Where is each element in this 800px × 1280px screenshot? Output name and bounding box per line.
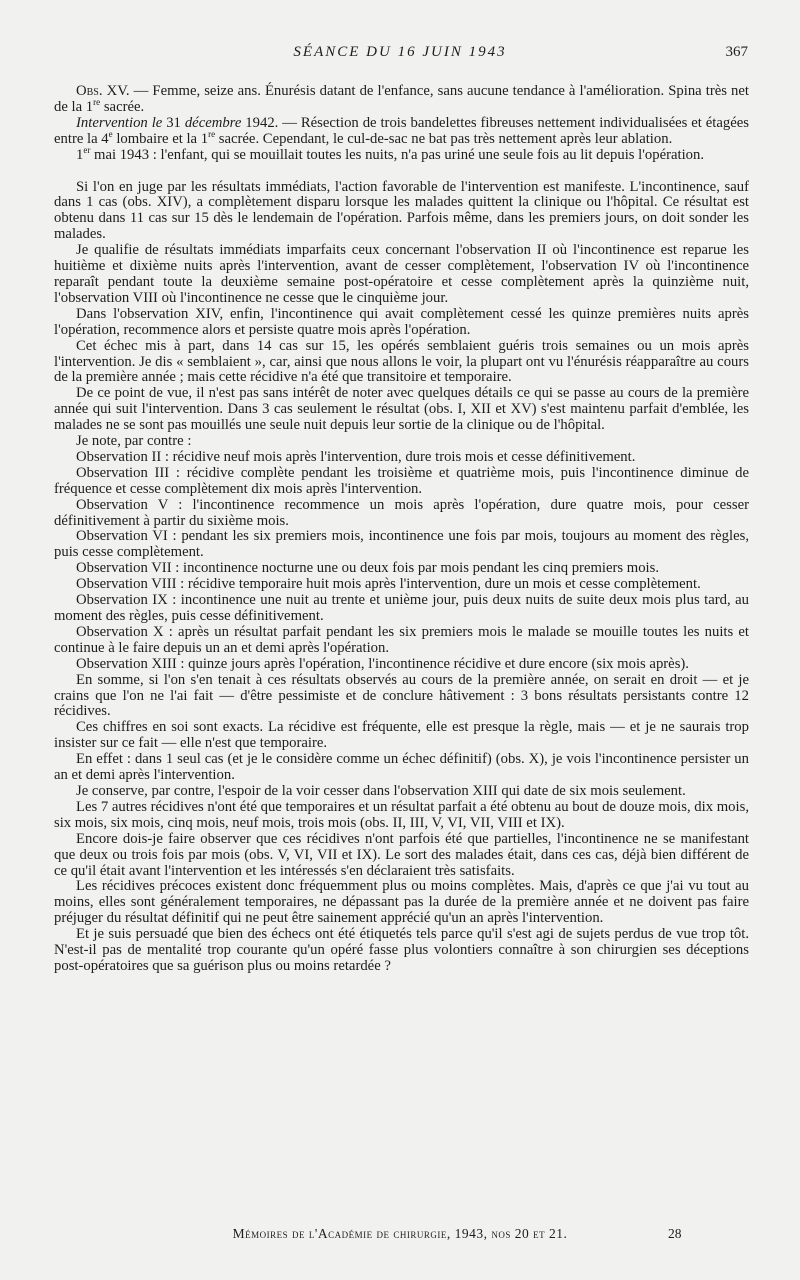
paragraph: Dans l'observation XIV, enfin, l'incontinence qui avait complètement cessé les quinze premières nuits après l'opération, recommence alors et persiste quatre mois après l'opération.	[54, 305, 749, 338]
followup-text: mai 1943 : l'enfant, qui se mouillait toutes les nuits, n'a pas uriné une seule fois au lit depuis l'opération.	[90, 146, 705, 163]
followup-prefix: 1	[76, 146, 84, 163]
intervention-text-2: lombaire et la 1	[112, 130, 209, 147]
observation-xv	[54, 84, 749, 116]
paragraph: Encore dois-je faire observer que ces récidives n'ont parfois été que partielles, l'incontinence ne se manifestant que deux ou trois fois par mois (obs. V, VI, VII et IX). Le sort des malades était, dans ces cas, déjà bien différent de ce qu'il était avant l'intervention et les intéressés s'en déclaraient très satisfaits.	[54, 830, 749, 879]
observation-item: Observation VIII : récidive temporaire huit mois après l'intervention, dure un mois et cesse complètement.	[76, 576, 701, 593]
ordinal-sup: er	[83, 144, 91, 155]
intervention-month: décembre	[184, 114, 242, 131]
observation-item: Observation VI : pendant les six premiers mois, incontinence une fois par mois, toujours au moment des règles, puis cesse complètement.	[54, 528, 749, 561]
article-body	[54, 84, 749, 975]
followup-paragraph	[54, 144, 749, 164]
paragraph: Les 7 autres récidives n'ont été que temporaires et un résultat parfait a été obtenu au bout de douze mois, dix mois, six mois, six mois, cinq mois, neuf mois, trois mois (obs. II, III, V, VI, VII, VIII et IX).	[54, 798, 749, 831]
observation-item: Observation VII : incontinence nocturne une ou deux fois par mois pendant les cinq premiers mois.	[76, 560, 660, 577]
observation-label: Obs. XV.	[76, 83, 130, 99]
observation-item: Observation IX : incontinence une nuit au trente et unième jour, puis deux nuits de suite deux mois plus tard, au moment des règles, puis cesse définitivement.	[54, 592, 749, 624]
sheet-number: 28	[668, 1226, 682, 1241]
intervention-text: 1942. — Résection de trois bandelettes fibreuses nettement individualisées et étagées entre la 4	[54, 114, 749, 147]
journal-citation: Mémoires de l'Académie de chirurgie, 1943, nos 20 et 21.	[232, 1226, 568, 1241]
ordinal-sup: re	[208, 128, 216, 139]
paragraph: Cet échec mis à part, dans 14 cas sur 15, les opérés semblaient guéris trois semaines ou un mois après l'intervention. Je dis « semblaient », car, ainsi que nous allons le voir, la plupart ont vu l'énurésis réapparaître au cours de la première année ; mais cette récidive n'a été que transitoire et temporaire.	[54, 337, 749, 386]
paragraph: En somme, si l'on s'en tenait à ces résultats observés au cours de la première année, on serait en droit — et je crains que l'on ne l'ai fait — d'être pessimiste et de conclure hâtivement : 3 bons résultats persistants contre 12 récidives.	[54, 671, 749, 720]
intervention-paragraph	[54, 116, 749, 148]
paragraph: Je conserve, par contre, l'espoir de la voir cesser dans l'observation XIII qui date de six mois seulement.	[76, 782, 686, 799]
paragraph: Les récidives précoces existent donc fréquemment plus ou moins complètes. Mais, d'après ce que j'ai vu tout au moins, elles sont généralement temporaires, ne dépassant pas la durée de la première année et ne doivent pas faire préjuger du résultat définitif qui ne peut être sainement apprécié qu'un an après l'intervention.	[54, 878, 749, 927]
ordinal-sup: e	[108, 128, 113, 139]
observation-item: Observation III : récidive complète pendant les troisième et quatrième mois, puis l'incontinence diminue de fréquence et cesse complètement dix mois après l'intervention.	[54, 464, 749, 497]
intervention-label: Intervention le	[76, 114, 163, 131]
intervention-text-3: sacrée. Cependant, le cul-de-sac ne bat pas très nettement après leur ablation.	[215, 130, 673, 147]
observation-item: Observation XIII : quinze jours après l'opération, l'incontinence récidive et dure encore (six mois après).	[76, 655, 689, 672]
page-number: 367	[725, 44, 748, 60]
observation-item: Observation II : récidive neuf mois après l'intervention, dure trois mois et cesse définitivement.	[76, 448, 636, 465]
paragraph: Je note, par contre :	[76, 433, 192, 450]
observation-item: Observation X : après un résultat parfait pendant les six premiers mois le malade se mouille toutes les nuits et continue à le faire depuis un an et demi après l'opération.	[54, 623, 749, 656]
observation-text: — Femme, seize ans. Énurésis datant de l'enfance, sans aucune tendance à l'amélioration. Spina très net de la 1	[54, 83, 749, 115]
page-footer	[0, 1226, 800, 1248]
ordinal-sup: re	[93, 97, 101, 108]
paragraph: De ce point de vue, il n'est pas sans intérêt de noter avec quelques détails ce qui se passe au cours de la première année qui suit l'intervention. Dans 3 cas seulement le résultat (obs. I, XII et XV) s'est maintenu parfait d'emblée, les malades ne se sont pas mouillés une seule nuit depuis leur sortie de la clinique ou de l'hôpital.	[54, 385, 749, 434]
paragraph: Je qualifie de résultats immédiats imparfaits ceux concernant l'observation II où l'incontinence est reparue les huitième et dixième nuits après l'intervention, avant de cesser complètement, l'observation IV où l'incontinence reparaît pendant toute la deuxième semaine post-opératoire et cesse complètement après la quinzième nuit, l'observation VIII où l'incontinence ne cesse que le cinquième jour.	[54, 242, 749, 306]
paragraph: En effet : dans 1 seul cas (et je le considère comme un échec définitif) (obs. X), je vois l'incontinence persister un an et demi après l'intervention.	[54, 751, 749, 784]
intervention-day: 31	[162, 114, 185, 131]
running-title: SÉANCE DU 16 JUIN 1943	[293, 44, 507, 60]
paragraph: Et je suis persuadé que bien des échecs ont été étiquetés tels parce qu'il s'est agi de sujets perdus de vue trop tôt. N'est-il pas de mentalité trop courante qu'un opéré fasse plus volontiers connaître à son chirurgien ses déceptions post-opératoires que sa guérison plus ou moins retardée ?	[54, 926, 749, 974]
paragraph: Si l'on en juge par les résultats immédiats, l'action favorable de l'intervention est manifeste. L'incontinence, sauf dans 1 cas (obs. XIV), a complètement disparu lorsque les malades quittent la clinique ou l'hôpital. Ce résultat est obtenu dans 11 cas sur 15 dès le lendemain de l'opération. Parfois même, dans les premiers jours, on doit sonder les malades.	[54, 178, 749, 243]
observation-item: Observation V : l'incontinence recommence un mois après l'opération, dure quatre mois, pour cesser définitivement à partir du sixième mois.	[54, 496, 749, 529]
observation-text-end: sacrée.	[100, 98, 145, 115]
paragraph: Ces chiffres en soi sont exacts. La récidive est fréquente, elle est presque la règle, mais — et je ne saurais trop insister sur ce fait — elle n'est que temporaire.	[54, 719, 749, 752]
page-header	[0, 44, 800, 68]
